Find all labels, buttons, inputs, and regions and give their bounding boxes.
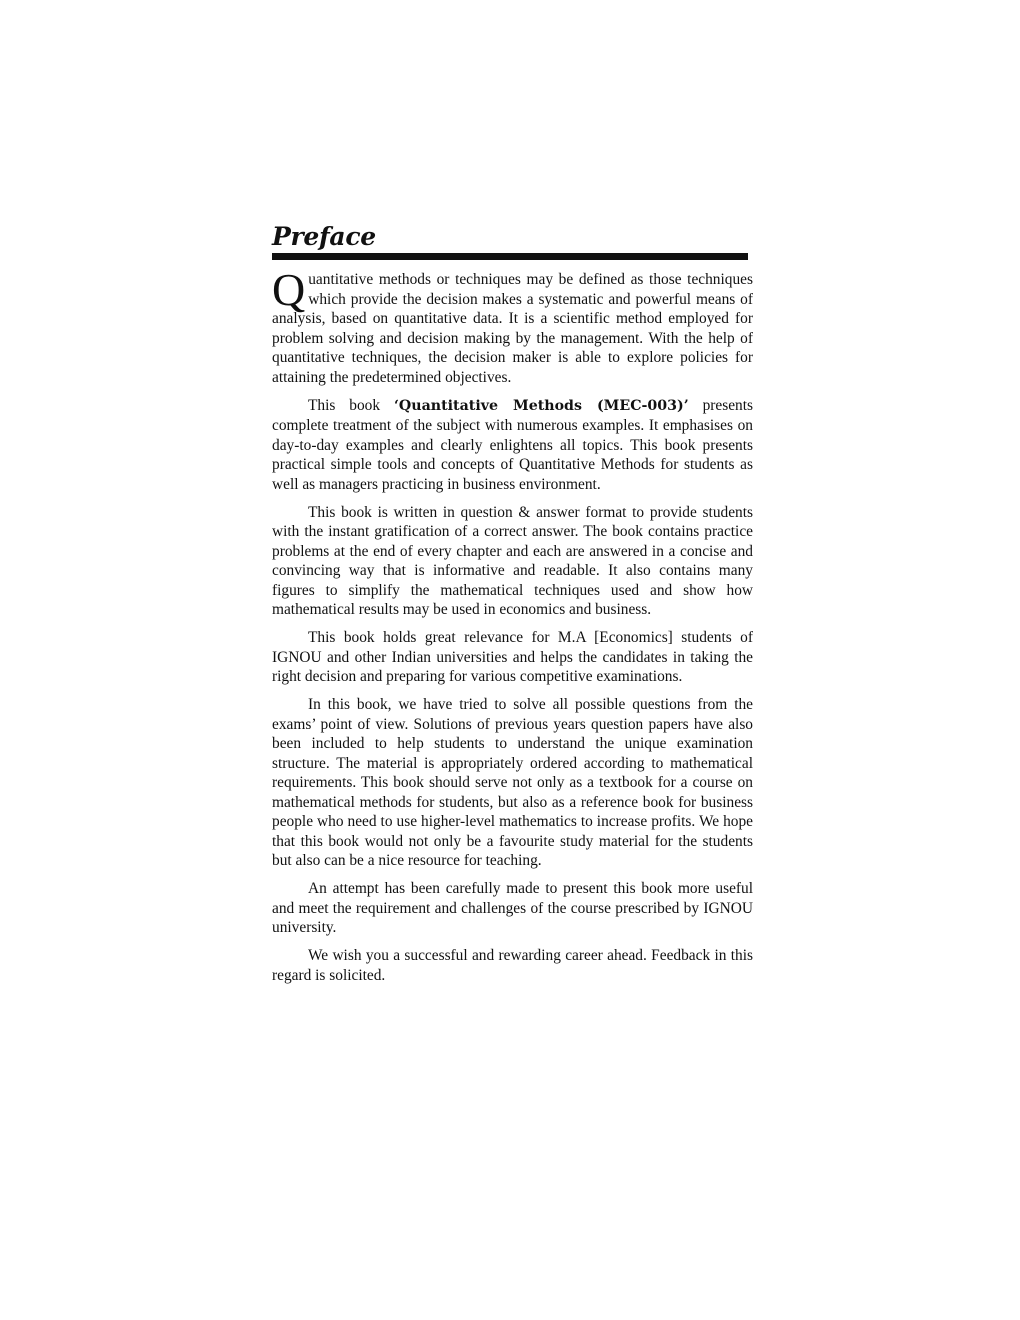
paragraph-approach: In this book, we have tried to solve all possible questions from the exams’ point of view. Solutions of previous years question papers have also been included to help students to understand the unique examination structure. The material is appropriately ordered according to mathematical requirements. This book should serve not only as a textbook for a course on mathematical methods for students, but also as a reference book for business people who need to use higher-level mathematics to increase profits. We hope that this book would not only be a favourite study material for the students but also can be a nice resource for teaching. — [272, 696, 753, 869]
paragraph-text: This book — [308, 396, 394, 414]
preface-page — [272, 222, 753, 994]
paragraph-relevance: This book holds great relevance for M.A [Economics] students of IGNOU and other Indian universities and helps the candidates in taking the right decision and preparing for various competitive examinations. — [272, 629, 753, 685]
title-rule — [272, 253, 748, 260]
paragraph-attempt: An attempt has been carefully made to present this book more useful and meet the requirement and challenges of the course prescribed by IGNOU university. — [272, 880, 753, 936]
paragraph-text: presents complete treatment of the subject with numerous examples. It emphasises on day-to-day examples and clearly enlightens all topics. This book presents practical simple tools and concepts of Quantitative Methods for students as well as managers practicing in business environment. — [272, 396, 753, 493]
paragraph-format: This book is written in question & answer format to provide students with the instant gratification of a correct answer. The book contains practice problems at the end of every chapter and each are answered in a concise and convincing way that is informative and readable. It also contains many figures to simplify the mathematical techniques used and show how mathematical results may be used in economics and business. — [272, 503, 753, 618]
drop-cap: Q — [272, 264, 306, 315]
paragraph-intro — [272, 264, 753, 387]
paragraph-book-description — [272, 396, 753, 495]
page-title: Preface — [272, 222, 376, 251]
paragraph-closing: We wish you a successful and rewarding career ahead. Feedback in this regard is solicited. — [272, 947, 753, 984]
paragraph-intro-text: uantitative methods or techniques may be defined as those techniques which provide the decision makes a systematic and powerful means of analysis, based on quantitative data. It is a scientific method employed for problem solving and decision making by the management. With the help of quantitative techniques, the decision maker is able to explore policies for attaining the predetermined objectives. — [272, 271, 753, 386]
book-title: ‘Quantitative Methods (MEC-003)’ — [393, 397, 689, 414]
